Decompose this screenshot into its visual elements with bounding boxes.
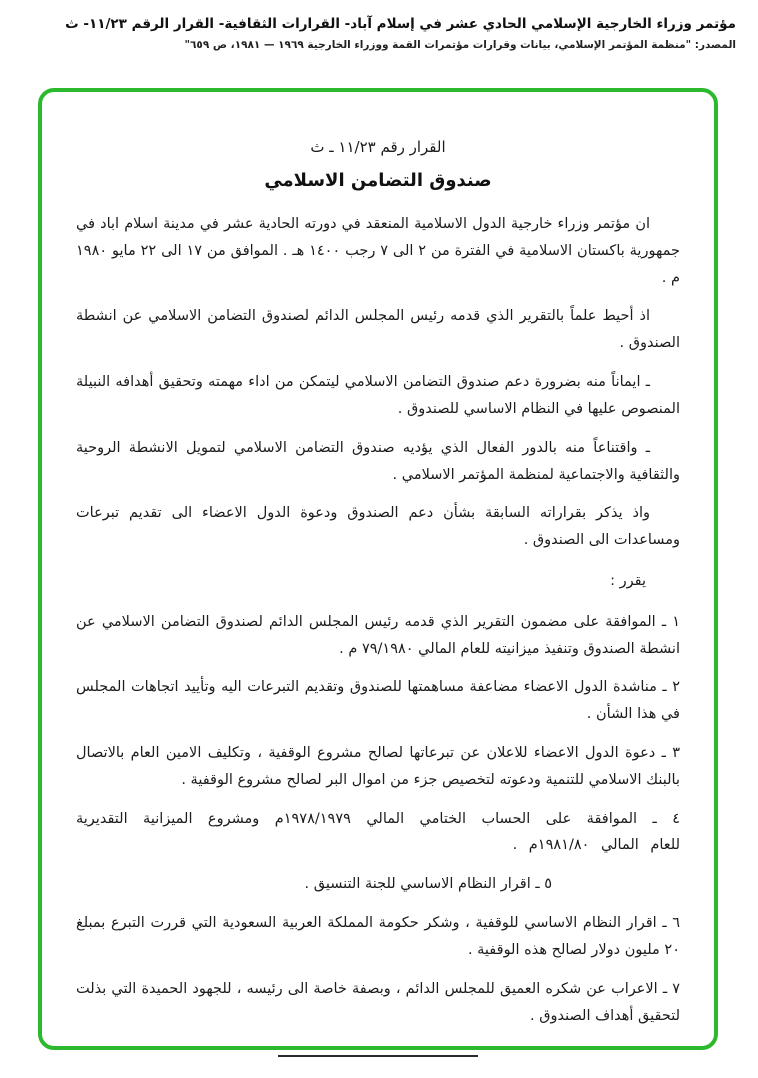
- citation-header: [0, 0, 758, 51]
- resolution-item-3: ٣ ـ دعوة الدول الاعضاء للاعلان عن تبرعاتها لصالح مشروع الوقفية ، وتكليف الامين العام بالاتصال بالبنك الاسلامي للتنمية ودعوته لتخصيص جزء من اموال البر لصالح مشروع الوقفية .: [76, 745, 680, 788]
- preamble-paragraph-3: ـ ايماناً منه بضرورة دعم صندوق التضامن الاسلامي ليتمكن من اداء مهمته وتحقيق أهدافه النبيلة المنصوص عليها في النظام الاساسي للصندوق .: [76, 374, 680, 417]
- preamble-paragraph-5: واذ يذكر بقراراته السابقة بشأن دعم الصندوق ودعوة الدول الاعضاء الى تقديم تبرعات ومساعدات الى الصندوق .: [76, 505, 680, 549]
- decides-label: يقرر :: [610, 572, 646, 589]
- preamble-paragraph-4: ـ واقتناعاً منه بالدور الفعال الذي يؤديه صندوق التضامن الاسلامي لتمويل الانشطة الروحية والثقافية والاجتماعية لمنظمة المؤتمر الاسلامي .: [76, 439, 680, 483]
- resolution-item-6: ٦ ـ اقرار النظام الاساسي للوقفية ، وشكر حكومة المملكة العربية السعودية التي قررت التبرع بمبلغ ٢٠ مليون دولار لصالح هذه الوقفية .: [76, 915, 680, 958]
- preamble-paragraph-2: اذ أحيط علماً بالتقرير الذي قدمه رئيس المجلس الدائم لصندوق التضامن الاسلامي عن انشطة الصندوق .: [76, 308, 680, 352]
- preamble-paragraph-1: ان مؤتمر وزراء خارجية الدول الاسلامية المنعقد في دورته الحادية عشر في مدينة اسلام اباد في جمهورية باكستان الاسلامية في الفترة من ٢ الى ٧ رجب ١٤٠٠ هـ . الموافق من ١٧ الى ٢٢ مايو ١٩٨٠ م .: [76, 216, 680, 286]
- document-frame: [38, 88, 718, 1050]
- citation-source: المصدر: "منظمة المؤتمر الإسلامي، بيانات وقرارات مؤتمرات القمة ووزراء الخارجية ١٩٦٩ — ١٩٨١، ص ٦٥٩": [184, 39, 736, 52]
- resolution-item-5: ٥ ـ اقرار النظام الاساسي للجنة التنسيق .: [304, 876, 552, 893]
- decision-number: القرار رقم ١١/٢٣ ـ ث: [310, 138, 446, 156]
- footer-rule: [278, 1055, 478, 1057]
- citation-title: مؤتمر وزراء الخارجية الإسلامي الحادي عشر في إسلام آباد- القرارات الثقافية- القرار الرقم ١١/٢٣- ث: [65, 16, 736, 32]
- resolution-item-2: ٢ ـ مناشدة الدول الاعضاء مضاعفة مساهمتها للصندوق وتقديم التبرعات اليه وتأييد اتجاهات المجلس في هذا الشأن .: [76, 679, 680, 723]
- document-title: صندوق التضامن الاسلامي: [264, 170, 492, 191]
- resolution-item-1: ١ ـ الموافقة على مضمون التقرير الذي قدمه رئيس المجلس الدائم لصندوق التضامن الاسلامي عن انشطة الصندوق وتنفيذ ميزانيته للعام المالي ٧٩/١٩٨٠ م .: [76, 613, 680, 657]
- resolution-item-4: ٤ ـ الموافقة على الحساب الختامي المالي ١٩٧٨/١٩٧٩م ومشروع الميزانية التقديرية للعام المالي ١٩٨١/٨٠م .: [76, 810, 680, 854]
- resolution-item-7: ٧ ـ الاعراب عن شكره العميق للمجلس الدائم ، وبصفة خاصة الى رئيسه ، للجهود الحميدة التي بذلت لتحقيق أهداف الصندوق .: [76, 980, 680, 1024]
